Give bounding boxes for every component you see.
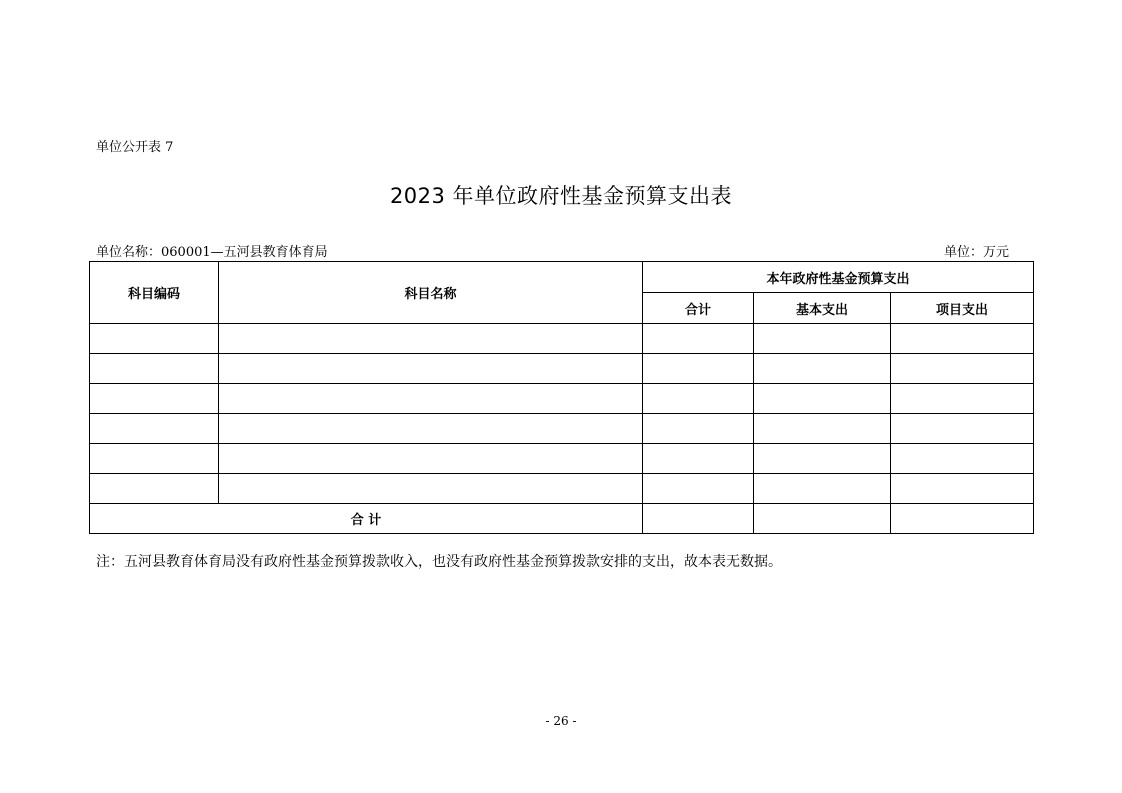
cell-project (891, 414, 1034, 444)
total-cell-project (891, 504, 1034, 534)
cell-name (219, 414, 643, 444)
header-subject-code: 科目编码 (90, 262, 219, 324)
cell-name (219, 354, 643, 384)
unit-label: 单位：万元 (944, 245, 1010, 260)
cell-basic (754, 444, 891, 474)
header-basic: 基本支出 (754, 293, 891, 324)
cell-name (219, 324, 643, 354)
header-subject-name: 科目名称 (219, 262, 643, 324)
page-number: - 26 - (545, 714, 577, 728)
cell-project (891, 354, 1034, 384)
cell-code (90, 474, 219, 504)
cell-project (891, 474, 1034, 504)
total-row (90, 504, 1034, 534)
cell-basic (754, 474, 891, 504)
cell-total (643, 324, 754, 354)
table-row (90, 474, 1034, 504)
table-row (90, 444, 1034, 474)
table-label: 单位公开表 7 (96, 140, 174, 155)
header-total: 合计 (643, 293, 754, 324)
total-label: 合 计 (90, 504, 643, 534)
table-row (90, 414, 1034, 444)
cell-code (90, 444, 219, 474)
table-row (90, 384, 1034, 414)
header-project: 项目支出 (891, 293, 1034, 324)
cell-total (643, 354, 754, 384)
total-cell-basic (754, 504, 891, 534)
total-cell-total (643, 504, 754, 534)
cell-total (643, 444, 754, 474)
cell-name (219, 444, 643, 474)
cell-total (643, 384, 754, 414)
budget-table (89, 261, 1034, 534)
footnote: 注：五河县教育体育局没有政府性基金预算拨款收入，也没有政府性基金预算拨款安排的支出，故本表无数据。 (96, 554, 782, 570)
cell-code (90, 384, 219, 414)
cell-total (643, 474, 754, 504)
page-title: 2023 年单位政府性基金预算支出表 (389, 184, 733, 208)
cell-basic (754, 414, 891, 444)
cell-code (90, 354, 219, 384)
cell-basic (754, 324, 891, 354)
cell-basic (754, 354, 891, 384)
cell-code (90, 324, 219, 354)
header-group: 本年政府性基金预算支出 (643, 262, 1034, 293)
cell-name (219, 474, 643, 504)
cell-project (891, 384, 1034, 414)
header-row (90, 262, 1034, 293)
cell-project (891, 324, 1034, 354)
cell-code (90, 414, 219, 444)
cell-project (891, 444, 1034, 474)
cell-basic (754, 384, 891, 414)
table-row (90, 324, 1034, 354)
cell-name (219, 384, 643, 414)
table-row (90, 354, 1034, 384)
cell-total (643, 414, 754, 444)
unit-name: 单位名称：060001—五河县教育体育局 (96, 245, 328, 260)
